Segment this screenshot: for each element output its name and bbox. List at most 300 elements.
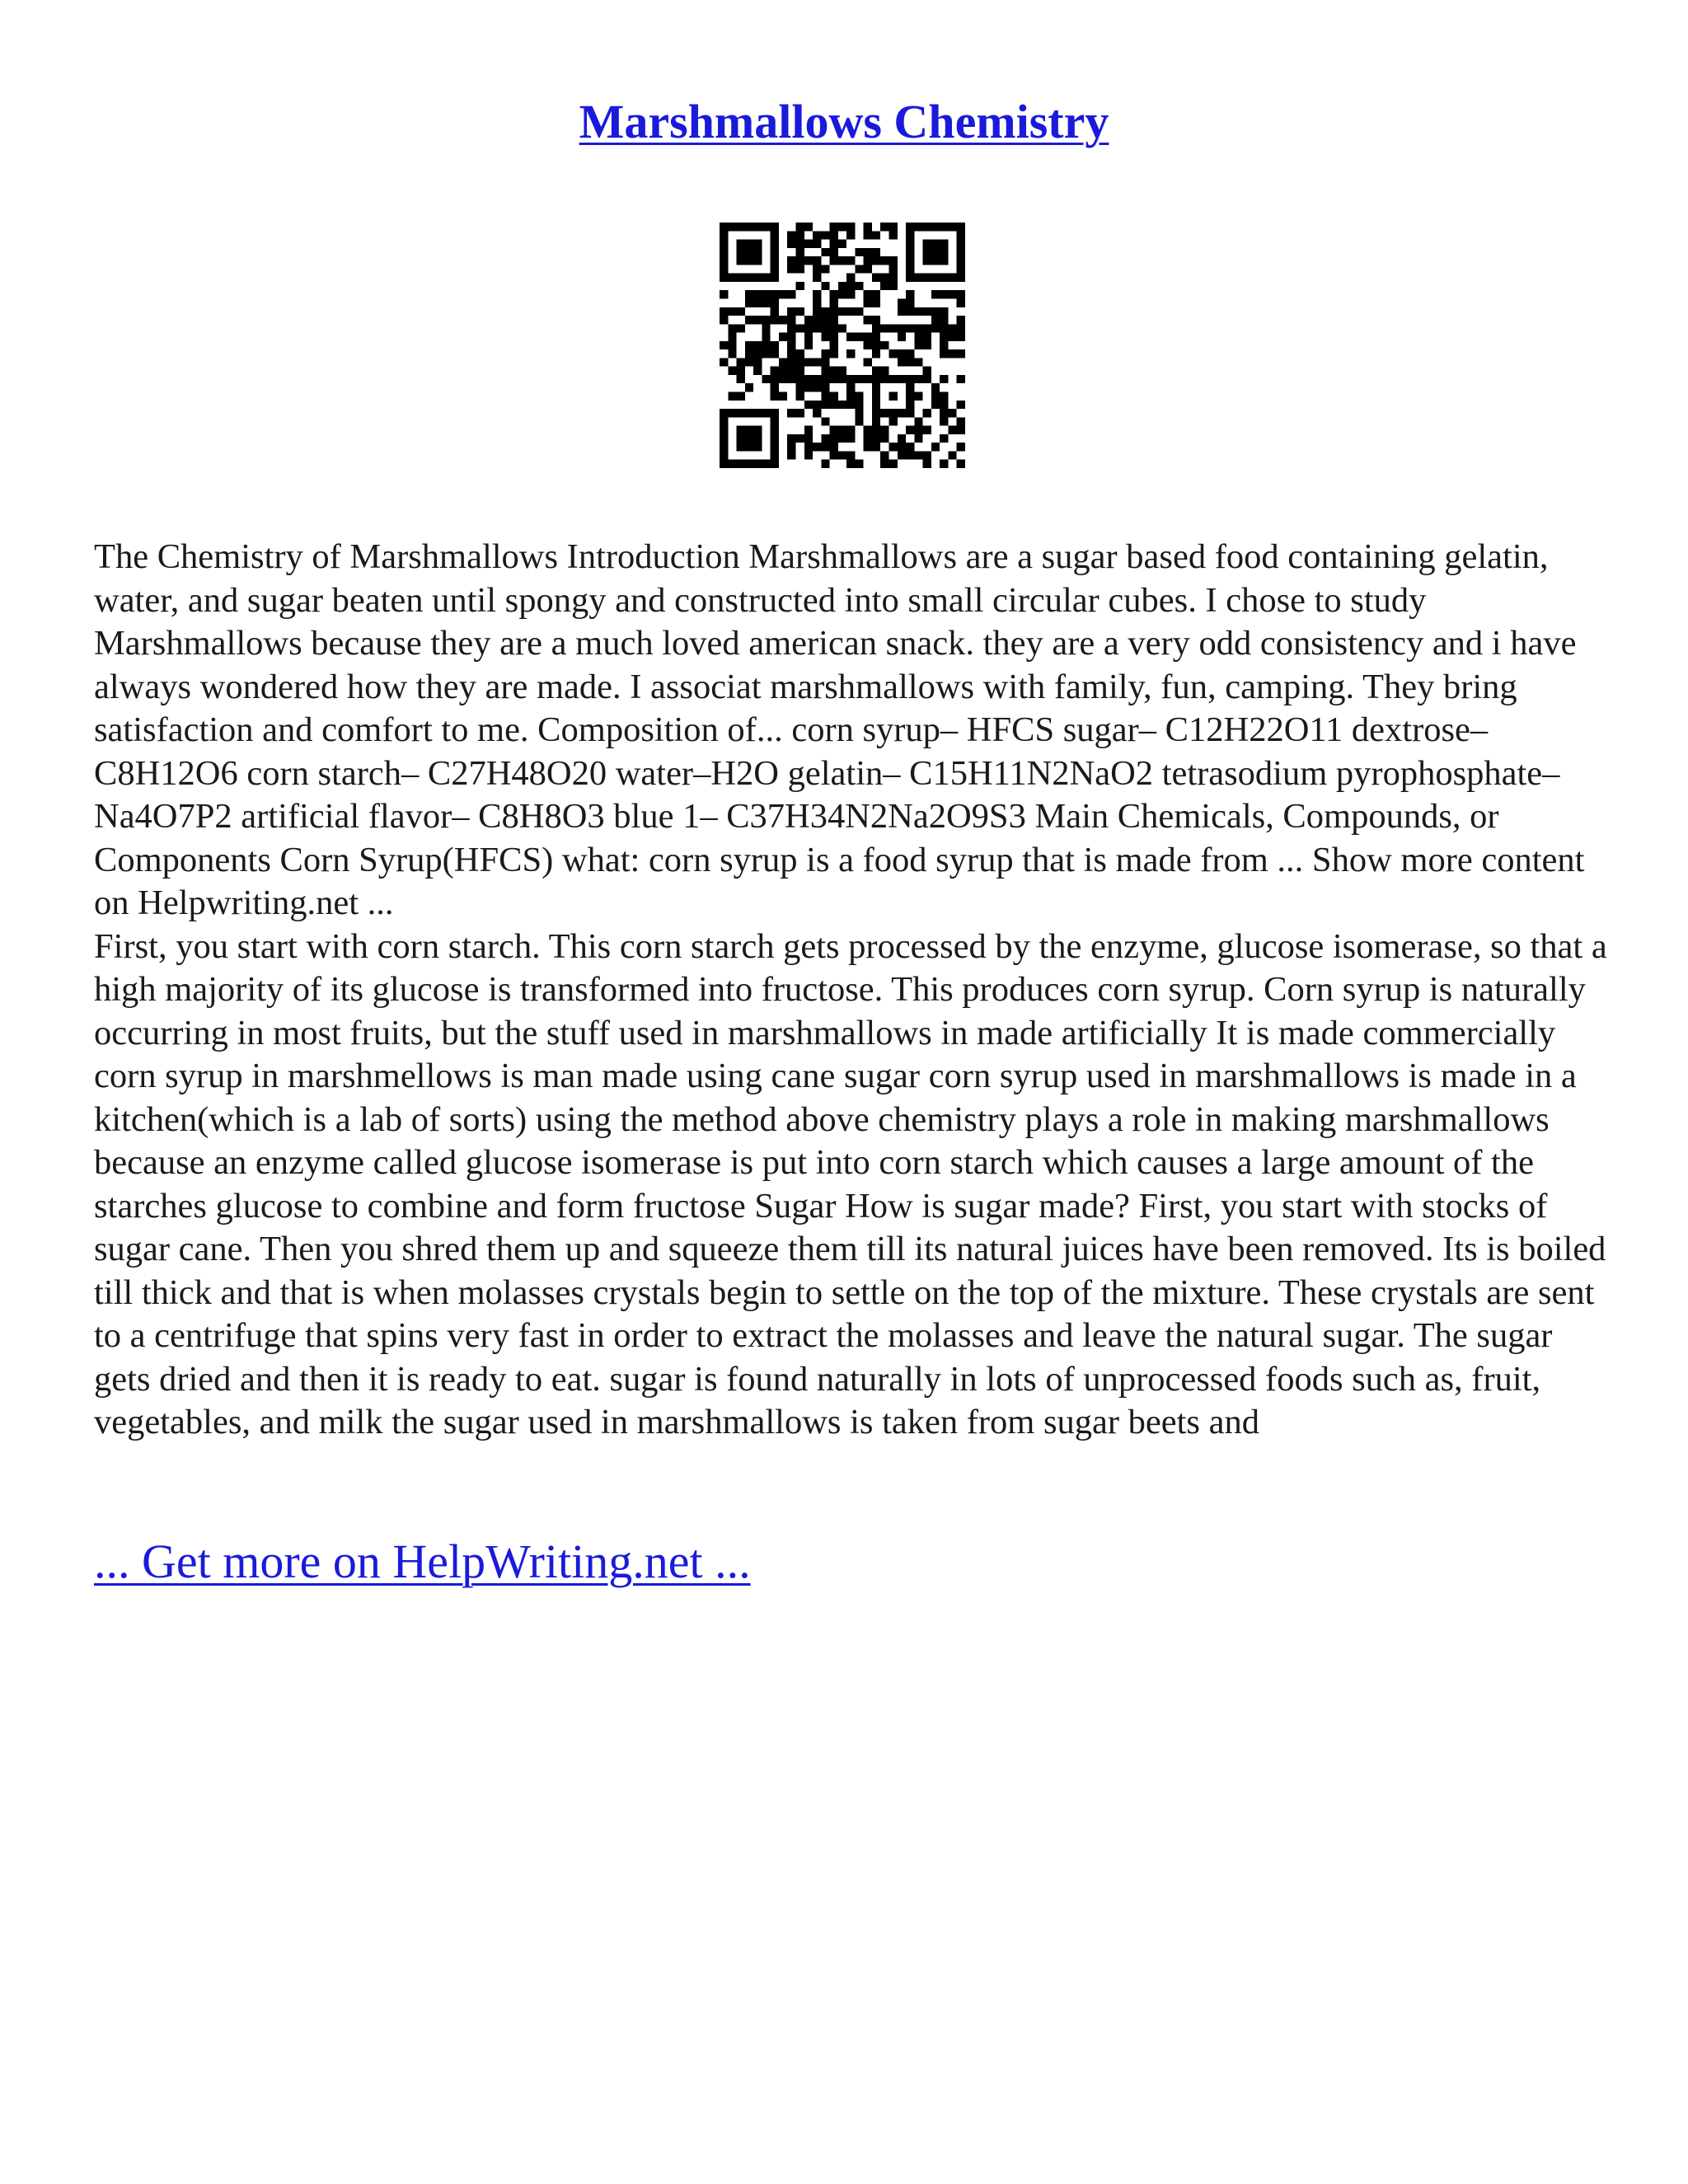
qr-module <box>771 231 779 239</box>
qr-module <box>753 443 762 451</box>
qr-module <box>923 256 931 265</box>
qr-module <box>846 333 855 341</box>
qr-module <box>931 256 940 265</box>
qr-module <box>737 426 745 434</box>
qr-module <box>804 443 813 451</box>
qr-module <box>889 409 898 417</box>
qr-module <box>804 256 813 265</box>
qr-module <box>771 383 779 391</box>
qr-module <box>889 256 898 265</box>
qr-module <box>821 324 829 332</box>
qr-module <box>804 324 813 332</box>
qr-module <box>889 460 898 468</box>
qr-module <box>821 460 829 468</box>
qr-module <box>745 274 753 282</box>
qr-module <box>830 375 838 383</box>
qr-module <box>737 434 745 443</box>
qr-module <box>795 231 804 239</box>
qr-module <box>872 417 880 425</box>
qr-module <box>957 375 965 383</box>
qr-module <box>720 358 728 366</box>
qr-module <box>906 290 914 298</box>
qr-module <box>745 383 753 391</box>
qr-module <box>880 324 889 332</box>
qr-module <box>745 443 753 451</box>
qr-module <box>940 223 948 231</box>
qr-module <box>830 341 838 349</box>
qr-module <box>940 409 948 417</box>
qr-module <box>889 223 898 231</box>
qr-module <box>914 434 922 443</box>
qr-module <box>745 240 753 248</box>
qr-module <box>830 290 838 298</box>
qr-module <box>957 349 965 358</box>
qr-module <box>745 341 753 349</box>
qr-module <box>720 316 728 324</box>
qr-module <box>795 392 804 401</box>
qr-module <box>855 409 863 417</box>
qr-module <box>846 349 855 358</box>
qr-module <box>830 298 838 307</box>
qr-module <box>813 256 821 265</box>
qr-module <box>906 349 914 358</box>
qr-module <box>720 307 728 316</box>
qr-module <box>923 375 931 383</box>
qr-module <box>795 256 804 265</box>
qr-module <box>795 434 804 443</box>
qr-module <box>898 375 906 383</box>
qr-module <box>906 324 914 332</box>
qr-module <box>830 434 838 443</box>
qr-module <box>872 401 880 409</box>
qr-module <box>864 358 872 366</box>
qr-module <box>948 426 956 434</box>
qr-module <box>830 401 838 409</box>
qr-module <box>753 349 762 358</box>
qr-module <box>787 307 795 316</box>
qr-module <box>787 375 795 383</box>
qr-module <box>821 417 829 425</box>
qr-module <box>855 265 863 273</box>
qr-module <box>787 349 795 358</box>
qr-module <box>864 316 872 324</box>
qr-module <box>737 307 745 316</box>
qr-module <box>804 383 813 391</box>
qr-module <box>940 392 948 401</box>
qr-module <box>880 409 889 417</box>
qr-module <box>872 392 880 401</box>
qr-module <box>804 434 813 443</box>
qr-module <box>787 231 795 239</box>
qr-module <box>745 256 753 265</box>
qr-module <box>728 367 736 375</box>
qr-module <box>753 409 762 417</box>
qr-module <box>795 409 804 417</box>
qr-module <box>771 265 779 273</box>
qr-module <box>745 358 753 366</box>
qr-module <box>813 240 821 248</box>
qr-module <box>795 240 804 248</box>
qr-module <box>923 426 931 434</box>
qr-module <box>838 434 846 443</box>
qr-module <box>813 265 821 273</box>
qr-module <box>830 426 838 434</box>
qr-module <box>795 248 804 256</box>
qr-module <box>762 316 770 324</box>
qr-module <box>872 256 880 265</box>
qr-module <box>753 223 762 231</box>
qr-module <box>931 240 940 248</box>
qr-module <box>898 333 906 341</box>
qr-module <box>923 248 931 256</box>
qr-module <box>906 307 914 316</box>
qr-module <box>753 256 762 265</box>
qr-module <box>957 298 965 307</box>
qr-module <box>813 401 821 409</box>
qr-module <box>880 274 889 282</box>
qr-module <box>753 358 762 366</box>
qr-module <box>940 401 948 409</box>
qr-module <box>906 265 914 273</box>
qr-module <box>914 324 922 332</box>
qr-module <box>720 256 728 265</box>
qr-module <box>889 324 898 332</box>
qr-module <box>720 460 728 468</box>
qr-module <box>720 451 728 459</box>
qr-module <box>838 223 846 231</box>
qr-module <box>813 231 821 239</box>
qr-module <box>880 256 889 265</box>
qr-module <box>804 451 813 459</box>
qr-module <box>957 290 965 298</box>
qr-module <box>728 341 736 349</box>
qr-module <box>906 256 914 265</box>
qr-module <box>931 248 940 256</box>
qr-module <box>771 443 779 451</box>
qr-module <box>923 240 931 248</box>
qr-module <box>864 223 872 231</box>
qr-module <box>830 256 838 265</box>
qr-module <box>830 333 838 341</box>
qr-module <box>728 392 736 401</box>
qr-module <box>880 282 889 290</box>
qr-module <box>914 307 922 316</box>
qr-module <box>940 256 948 265</box>
qr-module <box>940 341 948 349</box>
qr-module <box>771 307 779 316</box>
qr-module <box>821 282 829 290</box>
qr-module <box>804 426 813 434</box>
qr-module <box>720 240 728 248</box>
qr-module <box>838 307 846 316</box>
qr-module <box>779 358 787 366</box>
qr-module <box>795 383 804 391</box>
qr-module <box>906 375 914 383</box>
qr-module <box>813 443 821 451</box>
qr-module <box>737 324 745 332</box>
qr-module <box>745 460 753 468</box>
qr-module <box>737 223 745 231</box>
qr-module <box>762 223 770 231</box>
qr-module <box>855 307 863 316</box>
qr-module <box>864 265 872 273</box>
qr-module <box>906 409 914 417</box>
qr-module <box>957 240 965 248</box>
qr-module <box>830 392 838 401</box>
qr-module <box>864 256 872 265</box>
qr-module <box>872 341 880 349</box>
qr-module <box>779 290 787 298</box>
qr-module <box>880 367 889 375</box>
qr-module <box>720 426 728 434</box>
qr-module <box>846 256 855 265</box>
qr-module <box>804 375 813 383</box>
qr-module <box>838 401 846 409</box>
qr-module <box>771 349 779 358</box>
qr-module <box>846 307 855 316</box>
qr-module <box>720 290 728 298</box>
qr-module <box>821 434 829 443</box>
qr-module <box>771 434 779 443</box>
qr-module <box>753 316 762 324</box>
qr-module <box>737 274 745 282</box>
qr-module <box>762 290 770 298</box>
page-title <box>0 89 1688 155</box>
qr-module <box>753 240 762 248</box>
qr-module <box>830 316 838 324</box>
qr-module <box>872 333 880 341</box>
qr-module <box>753 460 762 468</box>
qr-module <box>762 274 770 282</box>
qr-module <box>940 375 948 383</box>
qr-module <box>914 333 922 341</box>
qr-module <box>846 434 855 443</box>
qr-module <box>787 333 795 341</box>
qr-module <box>771 375 779 383</box>
qr-module <box>771 290 779 298</box>
qr-module <box>906 298 914 307</box>
qr-module <box>889 274 898 282</box>
qr-module <box>914 274 922 282</box>
qr-module <box>821 349 829 358</box>
qr-module <box>940 307 948 316</box>
paragraph-process: First, you start with corn starch. This corn starch gets processed by the enzyme, glucose isomerase, so that a high majority of its glucose is transformed into fructose. This produces corn syrup. Corn syrup is naturally occurring in most fruits, but the stuff used in marshmallows in made artificially It is made commercially corn syrup in marshmellows is man made using cane sugar corn syrup used in marshmallows is made in a kitchen(which is a lab of sorts) using the method above chemistry plays a role in making marshmallows because an enzyme called glucose isomerase is put into corn starch which causes a large amount of the starches glucose to combine and form fructose Sugar How is sugar made? First, you start with stocks of sugar cane. Then you shred them up and squeeze them till its natural juices have been removed. Its is boiled till thick and that is when molasses crystals begin to settle on the top of the mixture. These crystals are sent to a centrifuge that spins very fast in order to extract the molasses and leave the natural sugar. The sugar gets dried and then it is ready to eat. sugar is found naturally in lots of unprocessed foods such as, fruit, vegetables, and milk the sugar used in marshmallows is taken from sugar beets and <box>94 926 1607 1441</box>
qr-module <box>720 248 728 256</box>
qr-module <box>846 223 855 231</box>
qr-module <box>948 290 956 298</box>
qr-module <box>745 426 753 434</box>
qr-module <box>821 358 829 366</box>
qr-module <box>779 367 787 375</box>
qr-module <box>940 274 948 282</box>
qr-module <box>771 460 779 468</box>
qr-module <box>745 223 753 231</box>
qr-module <box>957 417 965 425</box>
qr-module <box>821 392 829 401</box>
qr-module <box>846 401 855 409</box>
qr-module <box>906 401 914 409</box>
qr-module <box>898 298 906 307</box>
qr-module <box>931 316 940 324</box>
qr-module <box>771 248 779 256</box>
qr-module <box>787 443 795 451</box>
qr-module <box>830 367 838 375</box>
qr-module <box>931 324 940 332</box>
qr-module <box>957 316 965 324</box>
qr-module <box>931 392 940 401</box>
get-more-link[interactable]: ... Get more on HelpWriting.net ... <box>94 1535 751 1588</box>
qr-module <box>830 240 838 248</box>
qr-module <box>872 316 880 324</box>
qr-module <box>838 367 846 375</box>
qr-module <box>821 231 829 239</box>
qr-module <box>737 443 745 451</box>
qr-module <box>720 341 728 349</box>
qr-module <box>872 375 880 383</box>
qr-module <box>753 434 762 443</box>
qr-module <box>923 324 931 332</box>
qr-module <box>821 375 829 383</box>
qr-module <box>940 417 948 425</box>
qr-module <box>923 307 931 316</box>
qr-module <box>745 349 753 358</box>
qr-module <box>821 333 829 341</box>
qr-module <box>948 333 956 341</box>
qr-module <box>855 460 863 468</box>
qr-module <box>728 409 736 417</box>
qr-module <box>821 307 829 316</box>
qr-module <box>779 316 787 324</box>
qr-module <box>813 307 821 316</box>
qr-module <box>880 375 889 383</box>
qr-module <box>787 290 795 298</box>
qr-module <box>745 409 753 417</box>
qr-module <box>889 231 898 239</box>
qr-module <box>846 392 855 401</box>
qr-module <box>846 274 855 282</box>
qr-module <box>787 367 795 375</box>
qr-module <box>872 290 880 298</box>
qr-module <box>957 460 965 468</box>
qr-module <box>923 460 931 468</box>
qr-module <box>795 349 804 358</box>
qr-module <box>889 375 898 383</box>
qr-module <box>762 409 770 417</box>
qr-module <box>957 231 965 239</box>
qr-module <box>838 256 846 265</box>
qr-module <box>838 375 846 383</box>
qr-module <box>872 443 880 451</box>
qr-module <box>948 324 956 332</box>
qr-module <box>830 231 838 239</box>
qr-module <box>771 298 779 307</box>
qr-module <box>872 298 880 307</box>
qr-module <box>855 392 863 401</box>
qr-module <box>957 333 965 341</box>
qr-module <box>864 375 872 383</box>
qr-module <box>914 341 922 349</box>
qr-module <box>762 341 770 349</box>
qr-module <box>753 426 762 434</box>
qr-module <box>753 341 762 349</box>
qr-module <box>728 223 736 231</box>
qr-module <box>855 333 863 341</box>
qr-module <box>940 316 948 324</box>
qr-module <box>906 392 914 401</box>
qr-module <box>813 324 821 332</box>
title-link[interactable]: Marshmallows Chemistry <box>579 95 1109 148</box>
qr-module <box>914 223 922 231</box>
qr-module <box>957 274 965 282</box>
qr-module <box>880 434 889 443</box>
qr-module <box>795 367 804 375</box>
qr-module <box>940 349 948 358</box>
qr-module <box>914 417 922 425</box>
qr-module <box>737 392 745 401</box>
qr-module <box>898 451 906 459</box>
qr-module <box>813 409 821 417</box>
qr-module <box>864 231 872 239</box>
qr-module <box>753 367 762 375</box>
qr-module <box>948 451 956 459</box>
qr-module <box>931 443 940 451</box>
qr-module <box>846 426 855 434</box>
qr-module <box>787 434 795 443</box>
qr-module <box>838 426 846 434</box>
qr-module <box>787 256 795 265</box>
qr-module <box>872 231 880 239</box>
qr-module <box>872 248 880 256</box>
qr-module <box>813 383 821 391</box>
qr-module <box>957 401 965 409</box>
qr-module <box>923 409 931 417</box>
qr-module <box>864 341 872 349</box>
qr-module <box>720 274 728 282</box>
qr-module <box>745 316 753 324</box>
qr-module <box>906 383 914 391</box>
qr-module <box>931 274 940 282</box>
qr-module <box>931 307 940 316</box>
qr-module <box>821 248 829 256</box>
qr-module <box>864 298 872 307</box>
qr-module <box>846 451 855 459</box>
qr-module <box>745 290 753 298</box>
qr-module <box>889 392 898 401</box>
qr-module <box>864 248 872 256</box>
qr-module <box>728 324 736 332</box>
qr-module <box>914 451 922 459</box>
qr-module <box>872 409 880 417</box>
qr-module <box>795 282 804 290</box>
qr-module <box>889 282 898 290</box>
qr-module <box>795 324 804 332</box>
qr-module <box>771 367 779 375</box>
qr-module <box>940 248 948 256</box>
qr-module <box>779 333 787 341</box>
qr-module <box>880 223 889 231</box>
qr-module <box>872 426 880 434</box>
qr-module <box>720 417 728 425</box>
qr-module <box>898 358 906 366</box>
qr-module <box>720 409 728 417</box>
qr-module <box>846 290 855 298</box>
qr-module <box>813 290 821 298</box>
qr-module <box>745 248 753 256</box>
qr-module <box>720 443 728 451</box>
qr-module <box>855 282 863 290</box>
qr-module <box>737 375 745 383</box>
qr-module <box>906 248 914 256</box>
